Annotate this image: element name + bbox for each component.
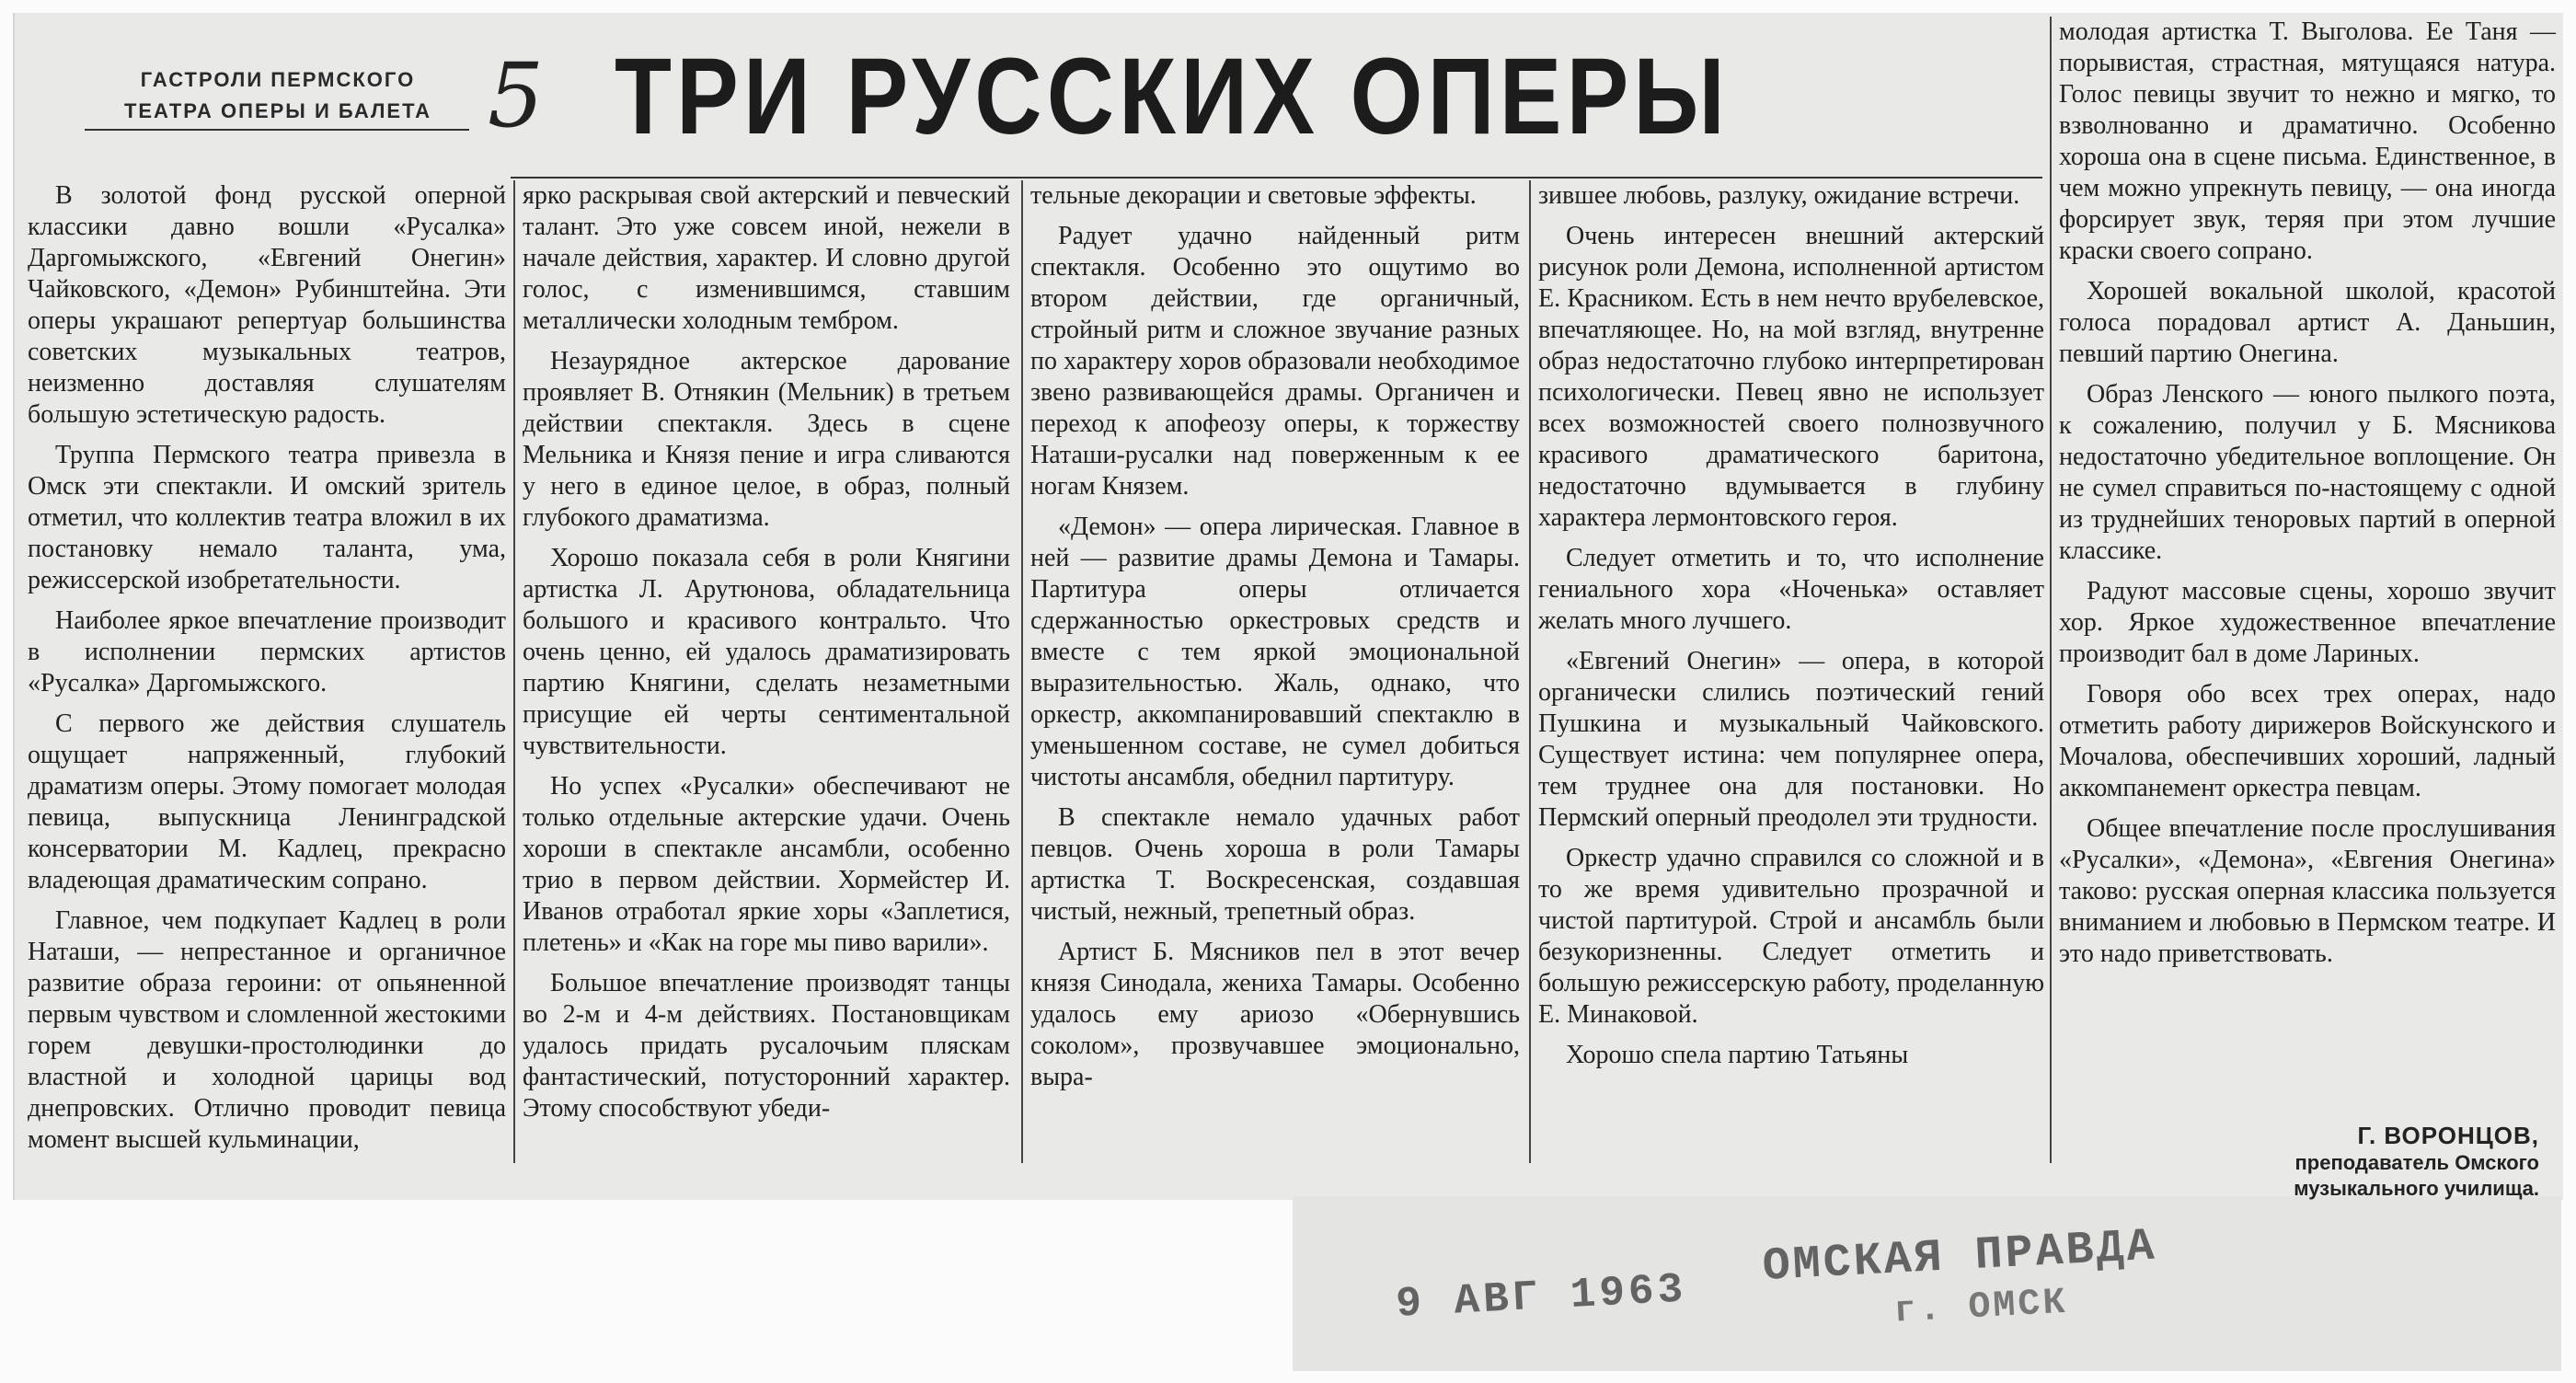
paragraph: ярко раскрывая свой актерский и певческий талант. Это уже совсем иной, нежели в начале действия, характер. И словно другой голос, с изменившимся, ставшим металлически холодным тембром. xyxy=(523,181,1010,335)
paragraph: Незаурядное актерское дарование проявляет В. Отнякин (Мельник) в третьем действии спектакля. Здесь в сцене Мельника и Князя пение и игра сливаются у него в единое целое, в образ, полный глубокого драматизма. xyxy=(523,347,1010,532)
paragraph: зившее любовь, разлуку, ожидание встречи. xyxy=(1538,181,2020,210)
paragraph: В золотой фонд русской оперной классики давно вошли «Русалка» Даргомыжского, «Евгений Онегин» Чайковского, «Демон» Рубинштейна. Эти оперы украшают репертуар большинства советских музыкальных театров, неизменно доставляя слушателям большую эстетическую радость. xyxy=(28,181,506,429)
paragraph: молодая артистка Т. Выголова. Ее Таня — порывистая, страстная, мятущаяся натура. Голос певицы звучит то нежно и мягко, то взволнованно и драматично. Особенно хороша она в сцене письма. Единственное, в чем можно упрекнуть певицу, — она иногда форсирует звук, теряя при этом лучшие краски своего сопрано. xyxy=(2059,17,2556,265)
rubric-heading xyxy=(85,64,471,127)
column-divider xyxy=(1021,180,1023,1163)
paragraph: С первого же действия слушатель ощущает напряженный, глубокий драматизм оперы. Этому помогает молодая певица, выпускница Ленинградской консерватории М. Кадлец, прекрасно владеющая драматическим сопрано. xyxy=(28,709,506,894)
article-title: ТРИ РУССКИХ ОПЕРЫ xyxy=(615,36,1730,157)
paragraph: «Демон» — опера лирическая. Главное в ней — развитие драмы Демона и Тамары. Партитура оперы отличается сдержанностью оркестровых средств и вместе с тем яркой эмоциональной выразительностью. Жаль, однако, что оркестр, аккомпанировавший спектаклю в уменьшенном составе, не сумел добиться чистоты ансамбля, обеднил партитуру. xyxy=(1030,513,1520,791)
paragraph: Следует отметить и то, что исполнение гениального хора «Ноченька» оставляет желать много лучшего. xyxy=(1538,544,2044,635)
paragraph: Радует удачно найденный ритм спектакля. Особенно это ощутимо во втором действии, где органичный, стройный ритм и сложное звучание разных по характеру хоров образовали необходимое звено развивающейся драмы. Органичен и переход к апофеозу оперы, к торжеству Наташи-русалки над поверженным к ее ногам Князем. xyxy=(1030,222,1520,501)
paragraph: Большое впечатление производят танцы во 2-м и 4-м действиях. Постановщикам удалось придать русалочьим пляскам фантастический, потусторонний характер. Этому способствуют убеди- xyxy=(523,969,1010,1123)
article-column-5 xyxy=(2059,17,2556,970)
paragraph: Артист Б. Мясников пел в этот вечер князя Синодала, жениха Тамары. Особенно удалось ему ариозо «Обернувшись соколом», прозвучавшее эмоционально, выра- xyxy=(1030,938,1520,1091)
paragraph: Говоря обо всех трех операх, надо отметить работу дирижеров Войскунского и Мочалова, обеспечивших хороший, ладный аккомпанемент оркестра певцам. xyxy=(2059,680,2556,802)
article-column-2 xyxy=(523,180,1010,1124)
column-divider xyxy=(513,180,515,1163)
stamp-newspaper-name: ОМСКАЯ ПРАВДА xyxy=(1761,1220,2158,1294)
column-divider xyxy=(2050,17,2052,1163)
author-role-line-2: музыкального училища. xyxy=(2294,1177,2539,1200)
paragraph: Образ Ленского — юного пылкого поэта, к сожалению, получил у Б. Мясникова недостаточно убедительное воплощение. Он не сумел справиться по-настоящему с одной из труднейших теноровых партий в оперной классике. xyxy=(2059,380,2556,565)
paragraph: Труппа Пермского театра привезла в Омск эти спектакли. И омский зритель отметил, что коллектив театра вложил в их постановку немало таланта, ума, режиссерской изобретательности. xyxy=(28,441,506,594)
paragraph: Хорошей вокальной школой, красотой голоса порадовал артист А. Даньшин, певший партию Онегина. xyxy=(2059,277,2556,368)
title-rule xyxy=(511,177,2042,179)
article-column-1 xyxy=(28,180,506,1156)
paragraph: тельные декорации и световые эффекты. xyxy=(1030,181,1477,210)
author-signature xyxy=(2144,1121,2539,1202)
paragraph: Очень интересен внешний актерский рисунок роли Демона, исполненной артистом Е. Красником. Есть в нем нечто врубелевское, впечатляющее. Но, на мой взгляд, внутренне образ недостаточно глубоко интерпретирован психологически. Певец явно не использует всех возможностей своего полнозвучного красивого драматического баритона, недостаточно вдумывается в глубину характера лермонтовского героя. xyxy=(1538,222,2044,532)
stamp-date: 9 АВГ 1963 xyxy=(1395,1265,1688,1329)
column-divider xyxy=(1529,180,1531,1163)
rubric-underline xyxy=(85,129,469,131)
paragraph: Хорошо спела партию Татьяны xyxy=(1566,1041,1909,1069)
article-column-3 xyxy=(1030,180,1520,1093)
handwritten-mark: 5 xyxy=(488,44,545,147)
paragraph: В спектакле немало удачных работ певцов. Очень хороша в роли Тамары артистка Т. Воскресенская, создавшая чистый, нежный, трепетный образ. xyxy=(1030,803,1520,926)
paragraph: Наиболее яркое впечатление производит в исполнении пермских артистов «Русалка» Даргомыжского. xyxy=(28,606,506,697)
stamp-city: г. ОМСК xyxy=(1892,1282,2069,1333)
author-role-line-1: преподаватель Омского xyxy=(2294,1151,2539,1174)
article-column-4 xyxy=(1538,180,2044,1071)
paragraph: «Евгений Онегин» — опера, в которой органически слились поэтический гений Пушкина и музыкальный Чайковского. Существует истина: чем популярнее опера, тем труднее она для постановки. Но Пермский оперный преодолел эти трудности. xyxy=(1538,647,2044,832)
rubric-line-2: ТЕАТРА ОПЕРЫ И БАЛЕТА xyxy=(123,99,432,122)
paragraph: Общее впечатление после прослушивания «Русалки», «Демона», «Евгения Онегина» таково: русская оперная классика пользуется вниманием и любовью в Пермском театре. И это надо приветствовать. xyxy=(2059,814,2556,968)
paragraph: Хорошо показала себя в роли Княгини артистка Л. Арутюнова, обладательница большого и красивого контральто. Что очень ценно, ей удалось драматизировать партию Княгини, сделать незаметными присущие ей черты сентиментальной чувствительности. xyxy=(523,544,1010,760)
author-name: Г. ВОРОНЦОВ, xyxy=(2357,1122,2539,1149)
paragraph: Но успех «Русалки» обеспечивают не только отдельные актерские удачи. Очень хороши в спектакле ансамбли, особенно трио в первом действии. Хормейстер И. Иванов отработал яркие хоры «Заплетися, плетень» и «Как на горе мы пиво варили». xyxy=(523,772,1010,957)
paragraph: Главное, чем подкупает Кадлец в роли Наташи, — непрестанное и органичное развитие образа героини: от опьяненной первым чувством и сломленной жестокими горем девушки-простолюдинки до властной и холодной царицы вод днепровских. Отлично проводит певица момент высшей кульминации, xyxy=(28,906,506,1154)
paragraph: Радуют массовые сцены, хорошо звучит хор. Яркое художественное впечатление производит бал в доме Лариных. xyxy=(2059,577,2556,668)
paragraph: Оркестр удачно справился со сложной и в то же время удивительно прозрачной и чистой партитурой. Строй и ансамбль были безукоризненны. Следует отметить и большую режиссерскую работу, проделанную Е. Минаковой. xyxy=(1538,844,2044,1029)
rubric-line-1: ГАСТРОЛИ ПЕРМСКОГО xyxy=(140,68,416,91)
